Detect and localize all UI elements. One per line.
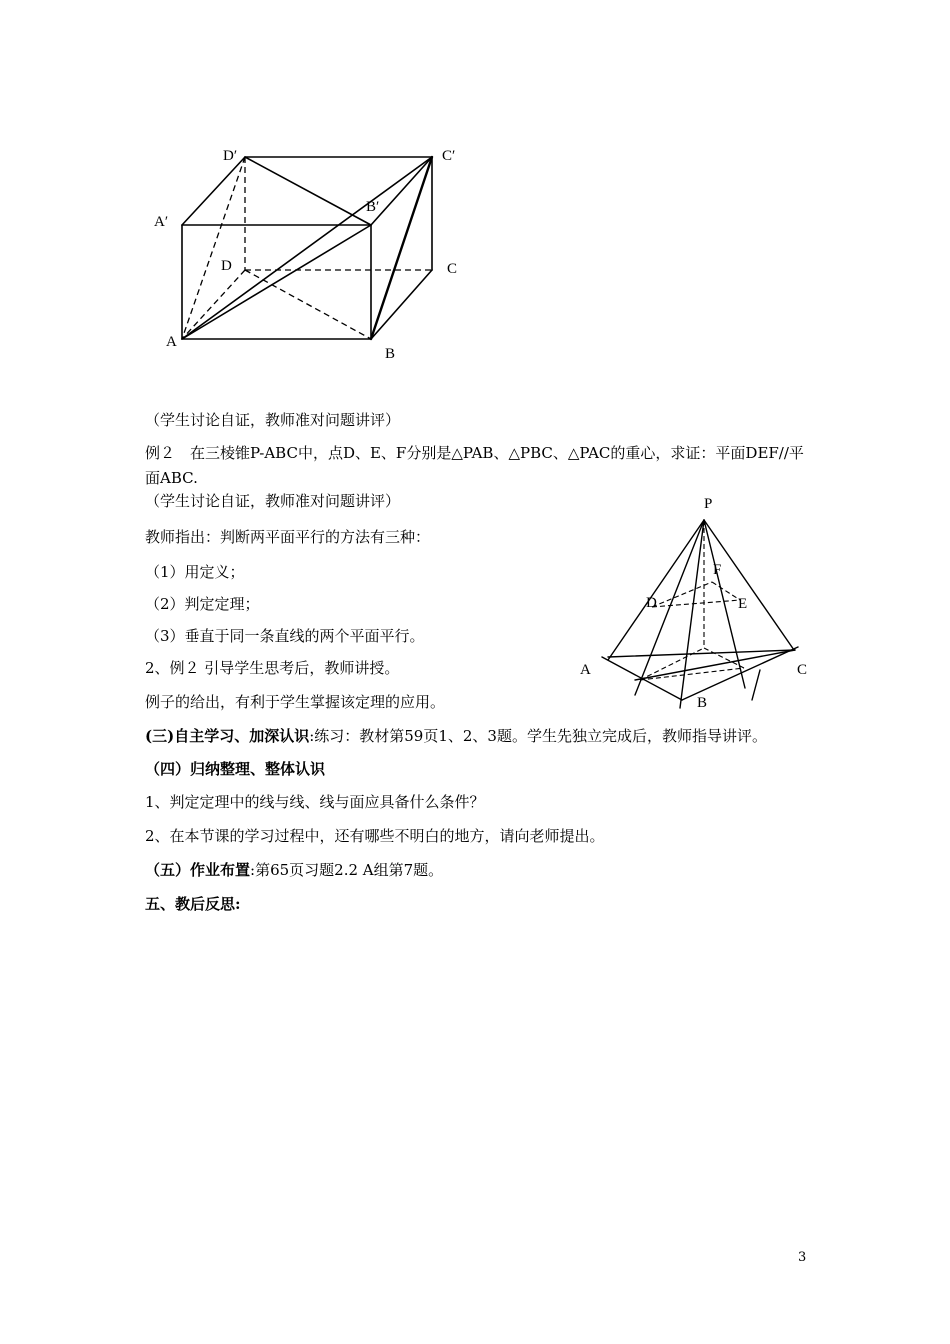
label-b: B (697, 695, 708, 711)
label-d: D (646, 595, 657, 611)
section-5-title: （五）作业布置 (145, 861, 251, 879)
label-d: D (221, 258, 232, 274)
section-6-title: 五、教后反思: (145, 895, 241, 913)
question-1: 1、判定定理中的线与线、线与面应具备什么条件？ (145, 793, 485, 811)
section-3 (145, 726, 767, 746)
label-d-prime: D′ (223, 148, 238, 164)
teacher-point: 教师指出：判断两平面平行的方法有三种： (145, 528, 431, 546)
question-2: 2、在本节课的学习过程中，还有哪些不明白的地方，请向老师提出。 (145, 827, 605, 845)
note-discussion-2: （学生讨论自证，教师准对问题讲评） (145, 492, 401, 510)
label-p: P (704, 496, 713, 512)
page-number: 3 (798, 1250, 807, 1265)
section-3-title: (三)自主学习、加深认识 (145, 727, 310, 745)
item-2: 2、例２ 引导学生思考后，教师讲授。 (145, 659, 400, 677)
label-c: C (797, 662, 808, 678)
label-c-prime: C′ (442, 148, 456, 164)
section-5 (145, 860, 443, 880)
example2-line1: 例２ 在三棱锥P-ABC中，点D、E、F分别是△PAB、△PBC、△PAC的重心，求证：平面DEF//平 (145, 444, 804, 462)
label-a: A (166, 334, 177, 350)
label-e: E (738, 596, 748, 612)
section-3-body: :练习：教材第59页1、2、3题。学生先独立完成后，教师指导讲评。 (309, 727, 767, 745)
method-3: （3）垂直于同一条直线的两个平面平行。 (145, 627, 425, 645)
method-2: （2）判定定理； (145, 595, 260, 613)
figure-box (140, 138, 480, 370)
section-4-title: （四）归纳整理、整体认识 (145, 760, 326, 778)
example2-line2: 面ABC. (145, 469, 198, 487)
method-1: （1）用定义； (145, 563, 245, 581)
label-b: B (385, 346, 396, 362)
example-benefit: 例子的给出，有利于学生掌握该定理的应用。 (145, 693, 446, 711)
label-a-prime: A′ (154, 214, 169, 230)
section-5-body: :第65页习题2.2 A组第7题。 (250, 861, 444, 879)
note-discussion-1: （学生讨论自证，教师准对问题讲评） (145, 411, 401, 429)
label-b-prime: B′ (366, 199, 380, 215)
label-f: F (713, 562, 722, 578)
figure-pyramid (575, 490, 815, 726)
label-a: A (580, 662, 591, 678)
label-c: C (447, 261, 458, 277)
